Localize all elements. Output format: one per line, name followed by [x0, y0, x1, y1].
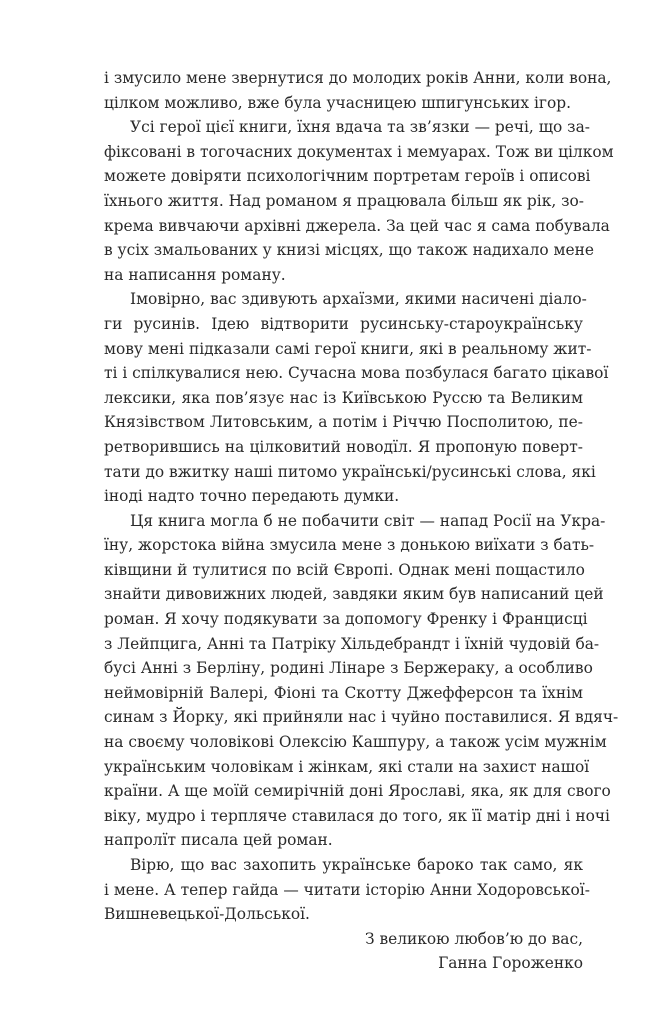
text-line: їхнього життя. Над романом я працювала більш як рік, зо-: [104, 191, 584, 210]
text-line: роман. Я хочу подякувати за допомогу Френку і Францисці: [104, 610, 588, 629]
text-line: країни. А ще моїй семирічній доні Ярославі, яка, як для свого: [104, 782, 611, 801]
text-line: на написання роману.: [104, 265, 286, 284]
paragraph: [104, 509, 619, 853]
text-line: ті і спілкувалися нею. Сучасна мова позбулася багато цікавої: [104, 364, 609, 383]
text-line: ретворившись на цілковитий новодїл. Я пропоную поверт-: [104, 437, 583, 456]
text-line: Ця книга могла б не побачити світ — напад Росії на Укра-: [130, 511, 606, 530]
text-line: лексики, яка пов’язує нас із Київською Руссю та Великим: [104, 388, 583, 407]
text-line: українським чоловікам і жінкам, які стали на захист нашої: [104, 757, 590, 776]
text-line: ківщини й тулитися по всій Європі. Однак мені пощастило: [104, 560, 585, 579]
text-line: іноді надто точно передають думки.: [104, 487, 400, 506]
text-line: тати до вжитку наші питомо українські/русинські слова, які: [104, 462, 596, 481]
text-line: неймовірній Валері, Фіоні та Скотту Джефферсон та їхнім: [104, 683, 583, 702]
text-line: можете довіряти психологічним портретам героїв і описові: [104, 167, 591, 186]
text-line: Вірю, що вас захопить українське бароко так само, як: [130, 856, 583, 874]
paragraph: [104, 115, 614, 287]
text-line: віку, мудро і терпляче ставилася до того, як її матір дні і ночі: [104, 806, 610, 825]
text-line: в усіх змальованих у книзі місцях, що також надихало мене: [104, 241, 594, 260]
signature: [104, 927, 583, 976]
text-line: знайти дивовижних людей, завдяки яким був написаний цей: [104, 585, 604, 604]
page-text: [104, 66, 619, 976]
text-line: крема вивчаючи архівні джерела. За цей час я сама побувала: [104, 216, 610, 235]
text-line: Імовірно, вас здивують архаїзми, якими насичені діало-: [130, 290, 587, 309]
signature-author: Ганна Гороженко: [438, 954, 583, 973]
text-line: і мене. А тепер гайда — читати історію Анни Ходоровської-: [104, 880, 590, 899]
text-line: синам з Йорку, які прийняли нас і чуйно поставилися. Я вдяч-: [104, 708, 619, 727]
text-line: ги русинів. Ідею відтворити русинську-староукраїнську: [104, 314, 583, 333]
text-line: напролїт писала цей роман.: [104, 831, 333, 850]
text-line: на своєму чоловікові Олексію Кашпуру, а також усім мужнім: [104, 733, 607, 752]
text-line: з Лейпцига, Анні та Патріку Хільдебрандт і їхній чудовій ба-: [104, 634, 600, 653]
text-line: Князівством Литовським, а потім і Річчю Посполитою, пе-: [104, 413, 583, 432]
text-line: бусі Анні з Берліну, родині Лінаре з Бержераку, а особливо: [104, 659, 593, 678]
text-line: і змусило мене звернутися до молодих років Анни, коли вона,: [104, 69, 612, 87]
signature-closing: З великою любов’ю до вас,: [364, 929, 583, 948]
text-line: Вишневецької-Дольської.: [104, 905, 310, 924]
text-line: фіксовані в тогочасних документах і мемуарах. Тож ви цілком: [104, 142, 614, 161]
text-line: мову мені підказали самі герої книги, які в реальному жит-: [104, 339, 592, 358]
paragraph: [104, 853, 590, 927]
paragraph: [104, 287, 609, 508]
text-line: цілком можливо, вже була учасницею шпигунських ігор.: [104, 93, 571, 112]
paragraph: [104, 66, 612, 115]
text-line: Усі герої цієї книги, їхня вдача та зв’язки — речі, що за-: [130, 118, 590, 137]
text-line: їну, жорстока війна змусила мене з донькою виїхати з бать-: [104, 536, 595, 555]
